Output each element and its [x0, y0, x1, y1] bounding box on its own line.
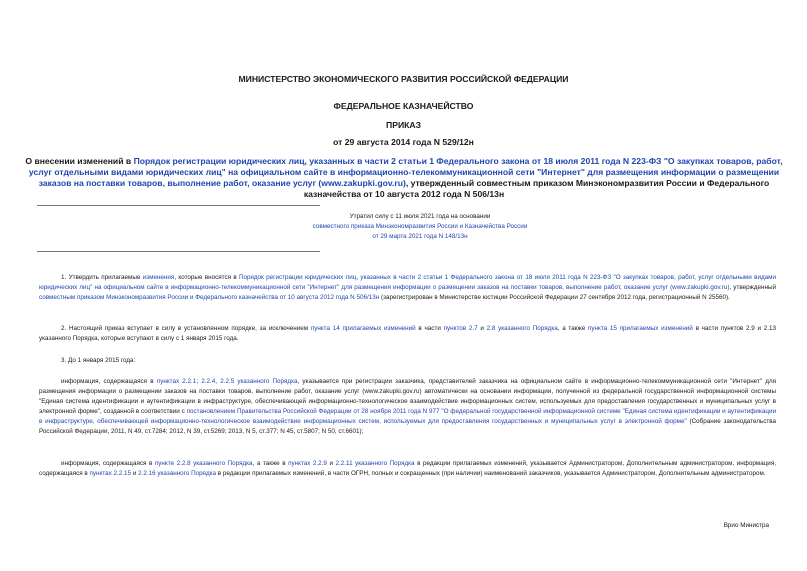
p5-text-a: информация, содержащаяся в	[61, 460, 155, 467]
p2-point27-link[interactable]: пунктов 2.7	[443, 325, 478, 332]
p5-text-g: в редакции прилагаемых изменений, указывается Администратором, Дополнительным администратором, информация, содержащаяся в	[39, 460, 776, 477]
p4-text-a: информация, содержащаяся в	[61, 378, 157, 385]
p3-text: 3. До 1 января 2015 года:	[61, 357, 136, 364]
p4-point221-link[interactable]: пунктах 2.2.1	[156, 378, 197, 385]
signature: Врио Министра	[723, 522, 769, 529]
p2-text-c: в части	[415, 325, 444, 332]
p2-point14-link[interactable]: пункта 14 прилагаемых изменений	[310, 325, 416, 332]
p1-procedure-link[interactable]: Порядок регистрации юридических лиц, указанных в части 2 статьи 1 Федерального закона от 18 июля 2011 года N 223-ФЗ "О закупках товаров, работ, услуг отдельными видами юридических лиц" на официальном сайте в информационно-телекоммуникационной сети "Интернет" для размещения информации о размещении заказов на поставки товаров, выполнение работ, оказание услуг (www.zakupki.gov.ru)	[39, 274, 776, 291]
p1-text-c: , которые вносятся в	[174, 274, 240, 281]
paragraph-2	[39, 324, 776, 344]
p5-text-i: и	[131, 470, 139, 477]
top-divider	[37, 205, 320, 206]
p4-text-g: , указывается при регистрации заказчика, представителей заказчика на официальном сайте в информационно-телекоммуникационной сети "Интернет" для размещения информации о размещении заказов на поставки товаров, выполнение работ, оказание услуг (www.zakupki.gov.ru) автоматически на основании информации, полученной из федеральной государственной информационной системы "Единая система идентификации и аутентификации в инфраструктуре, обеспечивающей информационно-технологическое взаимодействие информационных систем, используемых для предоставления государственных и муниципальных услуг в электронной форме", созданной в соответствии с	[39, 378, 777, 415]
ministry-heading: МИНИСТЕРСТВО ЭКОНОМИЧЕСКОГО РАЗВИТИЯ РОССИЙСКОЙ ФЕДЕРАЦИИ	[238, 74, 569, 84]
p2-point15-link[interactable]: пункта 15 прилагаемых изменений	[587, 325, 693, 332]
p1-text-g: (зарегистрирован в Министерстве юстиции Российской Федерации 27 сентября 2012 года, регистрационный N 25560).	[379, 294, 730, 301]
p2-text-g: , а также	[557, 325, 588, 332]
title-procedure-link[interactable]: Порядок регистрации юридических лиц, указанных в части 2 статьи 1 Федерального закона от 18 июля 2011 года N 223-ФЗ "О закупках товаров, работ, услуг отдельными видами юридических лиц" на официальном сайте в информационно-телекоммуникационной сети "Интернет" для размещения информации о размещении заказов на поставки товаров, выполнение работ, оказание услуг (www.zakupki.gov.ru)	[28, 156, 783, 188]
p1-text-e: , утвержденный	[729, 284, 776, 291]
lost-force-date-link[interactable]: от 29 марта 2021 года N 148/13н	[372, 233, 468, 240]
p1-text-a: 1. Утвердить прилагаемые	[61, 274, 143, 281]
p5-point229-link[interactable]: пунктах 2.2.9	[288, 460, 327, 467]
paragraph-1	[39, 273, 776, 303]
p5-point2211-link[interactable]: 2.2.11 указанного Порядка	[335, 460, 415, 467]
p2-text-e: и	[477, 325, 487, 332]
p5-point2216-link[interactable]: 2.2.16 указанного Порядка	[138, 470, 217, 477]
lost-force-note	[260, 212, 580, 242]
treasury-heading: ФЕДЕРАЛЬНОЕ КАЗНАЧЕЙСТВО	[333, 101, 474, 111]
bottom-divider	[37, 251, 320, 252]
paragraph-4	[39, 377, 776, 437]
order-type-heading: ПРИКАЗ	[386, 120, 421, 130]
p2-text-a: 2. Настоящий приказ вступает в силу в установленном порядке, за исключением	[61, 325, 311, 332]
p2-point28-link[interactable]: 2.8 указанного Порядка	[486, 325, 558, 332]
order-date-heading: от 29 августа 2014 года N 529/12н	[333, 137, 474, 147]
p4-point225-link[interactable]: 2.2.5 указанного Порядка	[220, 378, 298, 385]
title-text-2: , утвержденный совместным приказом Минэкономразвития России и Федерального казначейства от 10 августа 2012 года N 506/13н	[303, 178, 770, 199]
p5-text-e: и	[326, 460, 336, 467]
p2-text-i: в части пунктов 2.9 и 2.13 указанного Порядка, которые вступают в силу с 1 января 2015 года.	[39, 325, 776, 342]
p4-point224-link[interactable]: 2.2.4	[201, 378, 216, 385]
p1-joint-order-link[interactable]: совместным приказом Минэкономразвития России и Федерального казначейства от 10 августа 2012 года N 506/13н	[39, 294, 380, 301]
lost-force-line-1: Утратил силу с 11 июля 2021 года на основании	[349, 213, 491, 220]
p5-text-k: в редакции прилагаемых изменений, в части ОГРН, полных и сокращенных (при наличии) наименований заказчиков, указывается Администратором, Дополнительным администратором.	[216, 470, 766, 477]
p5-point2215-link[interactable]: пунктах 2.2.15	[89, 470, 132, 477]
p4-text-e: ,	[215, 378, 221, 385]
paragraph-5	[39, 459, 776, 479]
title-text-1: О внесении изменений в	[25, 156, 134, 166]
p4-text-i: (Собрание законодательства Российской Федерации, 2011, N 49, ст.7284; 2012, N 39, ст.5269; 2013, N 5, ст.377; N 45, ст.5807; N 50, ст.6601);	[39, 418, 776, 435]
paragraph-3	[39, 356, 776, 366]
p4-resolution-link[interactable]: постановлением Правительства Российской Федерации от 28 ноября 2011 года N 977 "О федеральной государственной информационной системе "Единая система идентификации и аутентификации в инфраструктуре, обеспечивающей информационно-технологическое взаимодействие информационных систем, используемых для предоставления государственных и муниципальных услуг в электронной форме"	[39, 408, 776, 425]
order-title	[24, 156, 784, 200]
p1-changes-link[interactable]: изменения	[142, 274, 175, 281]
p4-text-c: ;	[196, 378, 202, 385]
lost-force-order-link[interactable]: совместного приказа Минэкономразвития России и Казначейства России	[312, 223, 528, 230]
p5-text-c: , а также в	[252, 460, 289, 467]
p5-point228-link[interactable]: пункте 2.2.8 указанного Порядка	[154, 460, 253, 467]
